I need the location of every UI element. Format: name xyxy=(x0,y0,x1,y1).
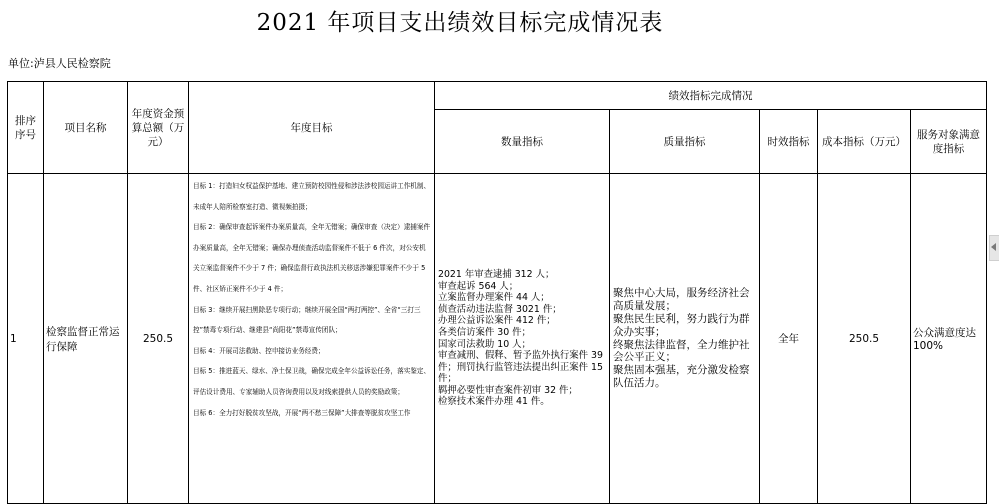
header-project-name: 项目名称 xyxy=(44,82,128,174)
cell-quantity-indicators xyxy=(435,174,610,504)
quantity-item: 立案监督办理案件 44 人； xyxy=(438,292,550,304)
page-title: 2021 年项目支出绩效目标完成情况表 xyxy=(256,10,664,36)
unit-label: 单位:泸县人民检察院 xyxy=(8,57,111,70)
goal-item: 目标 2：确保审查起诉案件办案质量高，全年无错案；确保审查（决定）逮捕案件办案质量高，全年无错案；确保办理侦查活动监督案件不低于 6 件次，对公安机关立案监督案件不少于 7 件；确保监督行政执法机关移送涉嫌犯罪案件不少于 5 件、社区矫正案件不少于 4 件； xyxy=(193,223,431,293)
header-timeliness: 时效指标 xyxy=(760,110,818,174)
chevron-left-icon xyxy=(991,243,996,251)
cell-budget: 250.5 xyxy=(128,174,189,504)
header-quantity: 数量指标 xyxy=(435,110,610,174)
goal-item: 目标 4：开展司法救助、控申接访业务经费； xyxy=(193,346,325,355)
header-cost: 成本指标（万元） xyxy=(818,110,911,174)
quality-item: 聚焦固本强基，充分激发检察队伍活力。 xyxy=(613,364,750,389)
cell-quality-indicators xyxy=(610,174,760,504)
cell-satisfaction: 公众满意度达 100% xyxy=(911,174,987,504)
quality-item: 聚焦中心大局，服务经济社会高质量发展； xyxy=(613,287,750,313)
header-seq: 排序序号 xyxy=(8,82,44,174)
cell-project-name: 检察监督正常运行保障 xyxy=(44,174,128,504)
goal-item: 目标 1：打造妇女权益保护基地、建立预防校园性侵和涉法涉校园运讲工作机制、未成年人陪所检察室打造、微视频拍摄； xyxy=(193,182,431,211)
table-row xyxy=(8,174,987,504)
quantity-item: 审查起诉 564 人； xyxy=(438,280,519,292)
quantity-item: 2021 年审查逮捕 312 人； xyxy=(438,268,555,280)
quantity-item: 办理公益诉讼案件 412 件； xyxy=(438,315,556,327)
header-budget: 年度资金预算总额（万元） xyxy=(128,82,189,174)
performance-table xyxy=(7,81,987,504)
quantity-item: 检察技术案件办理 41 件。 xyxy=(438,396,550,408)
quantity-item: 各类信访案件 30 件； xyxy=(438,326,531,338)
header-satisfaction: 服务对象满意度指标 xyxy=(911,110,987,174)
quality-item: 聚焦民生民利，努力践行为群众办实事； xyxy=(613,312,750,338)
header-performance-group: 绩效指标完成情况 xyxy=(435,82,987,110)
header-annual-goal: 年度目标 xyxy=(189,82,435,174)
quantity-item: 侦查活动违法监督 3021 件； xyxy=(438,303,562,315)
cell-seq: 1 xyxy=(8,174,44,504)
quantity-item: 羁押必要性审查案件初审 32 件； xyxy=(438,384,578,396)
cell-cost: 250.5 xyxy=(818,174,911,504)
goal-item: 目标 3：继续开展扫黑除恶专项行动；继续开展全国“两打两控”、全省“三打三控”禁毒专项行动、继建县“尚阳花”禁毒宣传团队； xyxy=(193,305,421,335)
quality-item: 终聚焦法律监督，全力维护社会公平正义； xyxy=(613,338,750,364)
header-quality: 质量指标 xyxy=(610,110,760,174)
quantity-item: 审查减刑、假释、暂予监外执行案件 39 件；刑罚执行监管违法提出纠正案件 15 件； xyxy=(438,350,603,385)
goal-item: 目标 5：推进蓝天、绿水、净土保卫战，确保完成全年公益诉讼任务，落实鉴定、评估设计费用、专家辅助人员咨询费用以及对线索提供人员的奖励政策； xyxy=(193,367,431,396)
goal-item: 目标 6：全力打好脱贫攻坚战，开展“两不愁三保障”大排查等脱贫攻坚工作 xyxy=(193,408,411,417)
side-scroll-tab[interactable] xyxy=(989,235,999,261)
cell-timeliness: 全年 xyxy=(760,174,818,504)
quantity-item: 国家司法救助 10 人； xyxy=(438,338,531,350)
cell-annual-goals xyxy=(189,174,435,504)
